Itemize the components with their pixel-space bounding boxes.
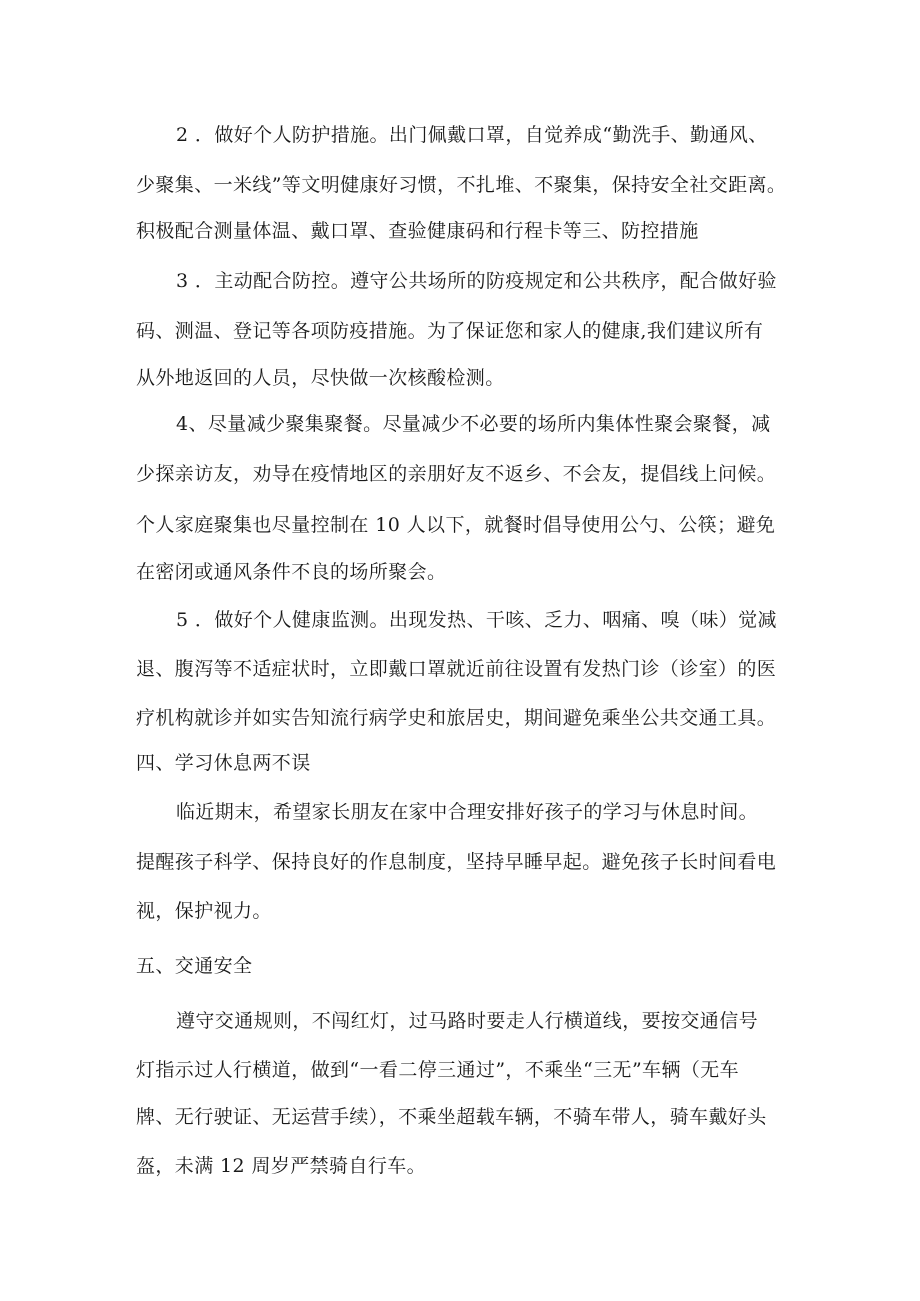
text-line: 5 ．做好个人健康监测。出现发热、干咳、乏力、咽痛、嗅（味）觉减 [176,609,777,631]
text-line: 在密闭或通风条件不良的场所聚会。 [136,561,447,583]
text-line: 3 ．主动配合防控。遵守公共场所的防疫规定和公共秩序，配合做好验 [176,270,777,292]
text-line: 码、测温、登记等各项防疫措施。为了保证您和家人的健康,我们建议所有 [136,320,764,342]
text-line: 灯指示过人行横道，做到“一看二停三通过”，不乘坐“三无”车辆（无车 [136,1059,740,1081]
text-line: 2 ．做好个人防护措施。出门佩戴口罩，自觉养成“勤洗手、勤通风、 [176,124,768,146]
text-line: 疗机构就诊并如实告知流行病学史和旅居史，期间避免乘坐公共交通工具。 [136,707,777,729]
text-line: 少探亲访友，劝导在疫情地区的亲朋好友不返乡、不会友，提倡线上问候。 [136,463,777,485]
text-line: 退、腹泻等不适症状时，立即戴口罩就近前往设置有发热门诊（诊室）的医 [136,658,777,680]
text-line: 视，保护视力。 [136,900,272,922]
text-line: 从外地返回的人员，尽快做一次核酸检测。 [136,367,505,389]
text-line: 少聚集、一米线”等文明健康好习惯，不扎堆、不聚集，保持安全社交距离。 [136,174,787,196]
text-line: 提醒孩子科学、保持良好的作息制度，坚持早睡早起。避免孩子长时间看电 [136,851,777,873]
text-line: 盔，未满 12 周岁严禁骑自行车。 [136,1155,427,1177]
section-heading: 四、学习休息两不误 [136,752,311,774]
text-line: 临近期末，希望家长朋友在家中合理安排好孩子的学习与休息时间。 [176,801,759,823]
text-line: 牌、无行驶证、无运营手续），不乘坐超载车辆，不骑车带人，骑车戴好头 [136,1106,767,1128]
text-line: 积极配合测量体温、戴口罩、查验健康码和行程卡等三、防控措施 [136,220,699,242]
text-line: 遵守交通规则，不闯红灯，过马路时要走人行横道线，要按交通信号 [176,1010,759,1032]
section-heading: 五、交通安全 [136,955,253,977]
text-line: 4、尽量减少聚集聚餐。尽量减少不必要的场所内集体性聚会聚餐，减 [176,413,771,435]
text-line: 个人家庭聚集也尽量控制在 10 人以下，就餐时倡导使用公勺、公筷；避免 [136,514,776,536]
